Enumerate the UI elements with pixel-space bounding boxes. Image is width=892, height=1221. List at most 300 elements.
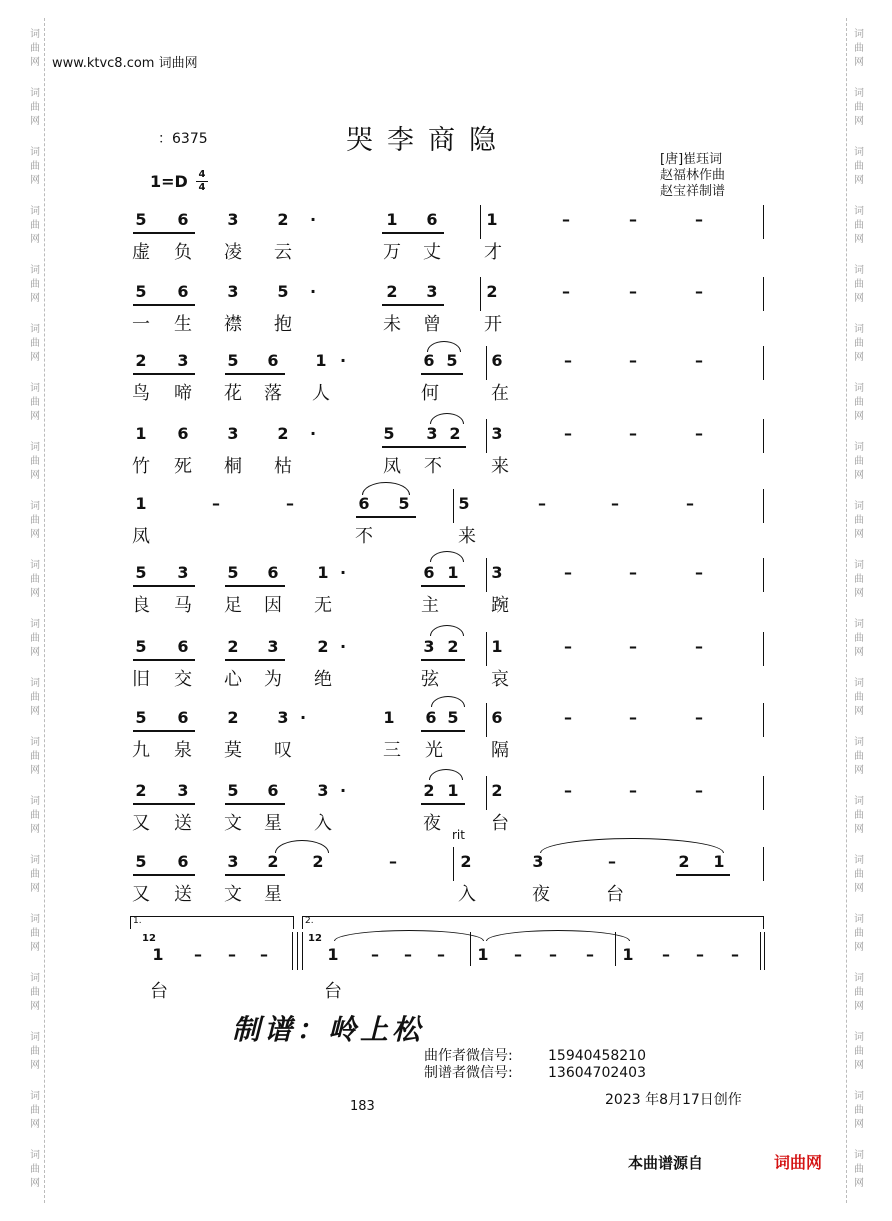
note: 2 [227, 637, 239, 656]
note: – [549, 945, 557, 964]
eighth-beam [225, 585, 285, 587]
lyric: 枯 [274, 456, 292, 477]
lyric: 不 [424, 456, 442, 477]
barline [480, 205, 481, 239]
note: 1 [386, 210, 398, 229]
note: 6 [423, 563, 435, 582]
credits [660, 152, 725, 200]
barline [763, 703, 764, 737]
note: – [562, 282, 570, 301]
eighth-beam [133, 874, 195, 876]
side-watermark: 词 曲 网 [30, 914, 40, 953]
barline [486, 346, 487, 380]
eighth-beam [133, 803, 195, 805]
note: 1 [383, 708, 395, 727]
note: 2 [491, 781, 503, 800]
note: – [194, 945, 202, 964]
lyric: 交 [174, 669, 192, 690]
side-watermark: 词 曲 网 [30, 560, 40, 599]
note: 6 [425, 708, 437, 727]
note: – [564, 637, 572, 656]
composer-wechat-label: 曲作者微信号: [424, 1048, 513, 1064]
note: – [437, 945, 445, 964]
note: · [309, 210, 317, 229]
tie [334, 930, 484, 941]
barline [763, 847, 764, 881]
note: 5 [227, 781, 239, 800]
barline [763, 776, 764, 810]
note: 5 [227, 351, 239, 370]
lyric: 台 [491, 813, 509, 834]
lyric: 为 [264, 669, 282, 690]
meter-top: 4 [198, 169, 206, 180]
eighth-beam [421, 659, 465, 661]
volta-number-1: 1. [133, 916, 142, 926]
lyric: 送 [174, 813, 192, 834]
eighth-beam [676, 874, 730, 876]
side-watermark: 词 曲 网 [854, 324, 864, 363]
note: – [695, 351, 703, 370]
lyric: 莫 [224, 740, 242, 761]
slur [430, 625, 464, 636]
lyric: 文 [224, 884, 242, 905]
eighth-beam [225, 803, 285, 805]
side-watermark: 词 曲 网 [30, 88, 40, 127]
note: · [339, 781, 347, 800]
lyric: 死 [174, 456, 192, 477]
note: 2 [135, 781, 147, 800]
note: 3 [423, 637, 435, 656]
lyric: 夜 [423, 813, 441, 834]
side-watermark: 词 曲 网 [854, 737, 864, 776]
lyric: 弦 [421, 669, 439, 690]
song-title: 哭李商隐 [346, 125, 510, 156]
note: – [695, 708, 703, 727]
eighth-beam [356, 516, 416, 518]
note: 5 [135, 708, 147, 727]
lyric: 旧 [132, 669, 150, 690]
eighth-beam [225, 373, 285, 375]
tie [486, 930, 630, 941]
lyric: 生 [174, 314, 192, 335]
note: 2 [317, 637, 329, 656]
barline [760, 932, 761, 970]
note: – [686, 494, 694, 513]
note: – [564, 781, 572, 800]
side-watermark: 词 曲 网 [30, 1091, 40, 1130]
slur [540, 838, 724, 853]
time-signature [196, 170, 208, 193]
note: 6 [177, 637, 189, 656]
arranger-wechat-number: 13604702403 [548, 1065, 646, 1081]
eighth-beam [133, 232, 195, 234]
side-watermark: 词 曲 网 [30, 619, 40, 658]
side-watermark: 词 曲 网 [30, 324, 40, 363]
lyric: 才 [484, 242, 502, 263]
side-watermark: 词 曲 网 [854, 1032, 864, 1071]
eighth-beam [421, 730, 465, 732]
lyric: 虚 [132, 242, 150, 263]
lyric: 入 [458, 884, 476, 905]
site-url[interactable]: www.ktvc8.com 词曲网 [52, 56, 198, 71]
note: 1 [477, 945, 489, 964]
note: 1 [152, 945, 164, 964]
eighth-beam [421, 803, 465, 805]
lyric: 鸟 [132, 383, 150, 404]
eighth-beam [382, 446, 466, 448]
note: 1 [622, 945, 634, 964]
arranger-wechat [424, 1065, 646, 1082]
note: 3 [426, 424, 438, 443]
slur [429, 769, 463, 780]
note: – [695, 424, 703, 443]
note: – [696, 945, 704, 964]
arranger-signature: 制谱：岭上松 [232, 1013, 425, 1046]
note: 6 [358, 494, 370, 513]
lyric: 入 [314, 813, 332, 834]
note: – [564, 708, 572, 727]
note: – [564, 424, 572, 443]
eighth-beam [421, 373, 463, 375]
side-watermark: 词 曲 网 [854, 973, 864, 1012]
note: – [538, 494, 546, 513]
note: 2 [277, 424, 289, 443]
side-watermark: 词 曲 网 [854, 914, 864, 953]
note: – [404, 945, 412, 964]
side-watermark: 词 曲 网 [854, 29, 864, 68]
note: – [562, 210, 570, 229]
side-watermark: 词 曲 网 [30, 1150, 40, 1189]
side-watermark: 词 曲 网 [30, 1032, 40, 1071]
eighth-beam [225, 874, 285, 876]
note: – [695, 210, 703, 229]
note: – [586, 945, 594, 964]
note: 1 [327, 945, 339, 964]
note: 2 [678, 852, 690, 871]
side-watermark: 词 曲 网 [854, 1150, 864, 1189]
eighth-beam [133, 585, 195, 587]
source-brand-link[interactable]: 词曲网 [774, 1153, 823, 1172]
note: 3 [227, 210, 239, 229]
side-watermark: 词 曲 网 [854, 796, 864, 835]
note: – [695, 637, 703, 656]
barline [763, 346, 764, 380]
note: – [228, 945, 236, 964]
slur [431, 696, 465, 707]
page-number: 183 [350, 1099, 375, 1114]
barline [486, 776, 487, 810]
creation-date: 2023 年8月17日创作 [605, 1092, 742, 1108]
lyric: 凌 [224, 242, 242, 263]
note: – [629, 282, 637, 301]
note: 3 [227, 282, 239, 301]
composer-wechat-number: 15940458210 [548, 1048, 646, 1064]
note: 5 [447, 708, 459, 727]
lyric: 又 [132, 813, 150, 834]
note: 3 [317, 781, 329, 800]
note: 6 [267, 351, 279, 370]
eighth-beam [133, 659, 195, 661]
note: 6 [177, 852, 189, 871]
eighth-beam [382, 304, 444, 306]
lyric: 云 [274, 242, 292, 263]
lyric: 隔 [491, 740, 509, 761]
arranger-wechat-label: 制谱者微信号: [424, 1065, 513, 1081]
arranger-credit: 赵宝祥制谱 [660, 184, 726, 199]
side-watermark: 词 曲 网 [30, 265, 40, 304]
note: 2 [227, 708, 239, 727]
barline [486, 703, 487, 737]
barline [292, 932, 293, 970]
note: 3 [227, 852, 239, 871]
note: 6 [267, 563, 279, 582]
note: – [514, 945, 522, 964]
lyric: 马 [174, 595, 192, 616]
note: – [695, 563, 703, 582]
note: · [339, 637, 347, 656]
note: 3 [227, 424, 239, 443]
barline [763, 277, 764, 311]
note: 5 [135, 210, 147, 229]
note: 2 [386, 282, 398, 301]
lyric: 丈 [423, 242, 441, 263]
note: 1 [447, 563, 459, 582]
lyric: 人 [312, 383, 330, 404]
lyric: 在 [491, 383, 509, 404]
composer-wechat [424, 1048, 646, 1065]
slur [430, 413, 464, 424]
barline [302, 932, 303, 970]
note: 1 [447, 781, 459, 800]
note: 1 [135, 494, 147, 513]
side-watermark: 词 曲 网 [30, 501, 40, 540]
note: – [629, 708, 637, 727]
lyric: 哀 [491, 669, 509, 690]
note: 2 [486, 282, 498, 301]
barline [486, 419, 487, 453]
note: 6 [177, 210, 189, 229]
eighth-beam [421, 585, 465, 587]
lyric: 三 [383, 740, 401, 761]
lyric: 九 [132, 740, 150, 761]
barline [453, 847, 454, 881]
note: 6 [423, 351, 435, 370]
side-watermark: 词 曲 网 [30, 796, 40, 835]
side-watermark: 词 曲 网 [854, 560, 864, 599]
lyric: 因 [264, 595, 282, 616]
note: 5 [458, 494, 470, 513]
barline [453, 489, 454, 523]
note: 6 [177, 282, 189, 301]
lyric: 落 [264, 383, 282, 404]
right-margin-rule [846, 18, 847, 1203]
note: – [629, 351, 637, 370]
note: 1 [486, 210, 498, 229]
rit-marking: rit [452, 828, 465, 842]
note: 2 [135, 351, 147, 370]
key-signature: 1=D [150, 172, 188, 191]
lyric: 不 [355, 526, 373, 547]
eighth-beam [225, 659, 285, 661]
lyric: 又 [132, 884, 150, 905]
note: 2 [267, 852, 279, 871]
eighth-beam [133, 373, 195, 375]
side-watermark: 词 曲 网 [854, 206, 864, 245]
song-code: ：6375 [158, 131, 208, 147]
side-watermark: 词 曲 网 [854, 265, 864, 304]
lyric: 星 [264, 884, 282, 905]
note: – [731, 945, 739, 964]
lyric: 送 [174, 884, 192, 905]
slur [427, 341, 461, 352]
eighth-beam [382, 232, 444, 234]
note: – [695, 282, 703, 301]
lyric: 夜 [532, 884, 550, 905]
note: 3 [277, 708, 289, 727]
meter-bottom: 4 [198, 182, 206, 193]
lyric: 来 [491, 456, 509, 477]
barline [764, 932, 765, 970]
note: 1 [135, 424, 147, 443]
lyric: 文 [224, 813, 242, 834]
note: – [608, 852, 616, 871]
note: · [339, 351, 347, 370]
barline [486, 558, 487, 592]
lyric: 啼 [174, 383, 192, 404]
lyricist-credit: [唐]崔珏词 [660, 152, 723, 167]
side-watermark: 词 曲 网 [30, 206, 40, 245]
side-watermark: 词 曲 网 [30, 442, 40, 481]
lyric: 花 [224, 383, 242, 404]
lyric: 无 [314, 595, 332, 616]
barline [763, 205, 764, 239]
lyric: 光 [425, 740, 443, 761]
lyric: 一 [132, 314, 150, 335]
side-watermark: 词 曲 网 [854, 147, 864, 186]
note: – [629, 424, 637, 443]
note: 5 [135, 282, 147, 301]
barline [763, 489, 764, 523]
source-label: 本曲谱源自 [628, 1154, 704, 1172]
side-watermark: 词 曲 网 [30, 147, 40, 186]
note: 6 [267, 781, 279, 800]
side-watermark: 词 曲 网 [30, 855, 40, 894]
side-watermark: 词 曲 网 [854, 855, 864, 894]
grace-notes-1: 12 [142, 933, 156, 944]
note: 2 [423, 781, 435, 800]
eighth-beam [133, 730, 195, 732]
note: 3 [426, 282, 438, 301]
note: 1 [491, 637, 503, 656]
note: · [339, 563, 347, 582]
note: 3 [177, 351, 189, 370]
note: 5 [277, 282, 289, 301]
lyric: 星 [264, 813, 282, 834]
side-watermark: 词 曲 网 [854, 383, 864, 422]
wechat-contacts [424, 1048, 646, 1082]
note: 2 [460, 852, 472, 871]
eighth-beam [133, 304, 195, 306]
lyric: 主 [421, 595, 439, 616]
note: 5 [227, 563, 239, 582]
grace-notes-2: 12 [308, 933, 322, 944]
note: 3 [267, 637, 279, 656]
lyric: 曾 [423, 314, 441, 335]
note: – [629, 637, 637, 656]
note: 5 [446, 351, 458, 370]
barline [763, 419, 764, 453]
note: 5 [135, 563, 147, 582]
note: 6 [426, 210, 438, 229]
volta-bracket-2 [302, 916, 764, 929]
note: 3 [532, 852, 544, 871]
barline [297, 932, 298, 970]
barline [763, 632, 764, 666]
note: 3 [177, 781, 189, 800]
lyric: 台 [324, 981, 342, 1002]
note: – [260, 945, 268, 964]
slur [430, 551, 464, 562]
note: – [371, 945, 379, 964]
lyric: 抱 [274, 314, 292, 335]
side-watermark: 词 曲 网 [30, 383, 40, 422]
lyric: 台 [150, 981, 168, 1002]
note: – [662, 945, 670, 964]
lyric: 足 [224, 595, 242, 616]
volta-number-2: 2. [305, 916, 314, 926]
note: · [309, 424, 317, 443]
lyric: 良 [132, 595, 150, 616]
barline [486, 632, 487, 666]
slur [275, 840, 329, 853]
note: 5 [383, 424, 395, 443]
side-watermark: 词 曲 网 [854, 619, 864, 658]
side-watermark: 词 曲 网 [30, 29, 40, 68]
note: – [611, 494, 619, 513]
side-watermark: 词 曲 网 [854, 88, 864, 127]
lyric: 万 [383, 242, 401, 263]
note: 3 [177, 563, 189, 582]
side-watermark: 词 曲 网 [854, 501, 864, 540]
lyric: 绝 [314, 669, 332, 690]
note: – [564, 563, 572, 582]
note: 6 [491, 708, 503, 727]
note: 2 [449, 424, 461, 443]
note: – [286, 494, 294, 513]
note: 6 [491, 351, 503, 370]
note: 6 [177, 424, 189, 443]
lyric: 来 [458, 526, 476, 547]
side-watermark: 词 曲 网 [30, 737, 40, 776]
note: – [629, 563, 637, 582]
note: 2 [277, 210, 289, 229]
note: 2 [312, 852, 324, 871]
lyric: 开 [484, 314, 502, 335]
note: – [564, 351, 572, 370]
side-watermark: 词 曲 网 [30, 973, 40, 1012]
note: – [212, 494, 220, 513]
note: – [629, 781, 637, 800]
note: 5 [135, 637, 147, 656]
side-watermark: 词 曲 网 [854, 1091, 864, 1130]
lyric: 心 [224, 669, 242, 690]
note: 1 [713, 852, 725, 871]
slur [362, 482, 410, 495]
note: · [309, 282, 317, 301]
left-margin-rule [44, 18, 45, 1203]
note: 5 [398, 494, 410, 513]
note: 6 [177, 708, 189, 727]
